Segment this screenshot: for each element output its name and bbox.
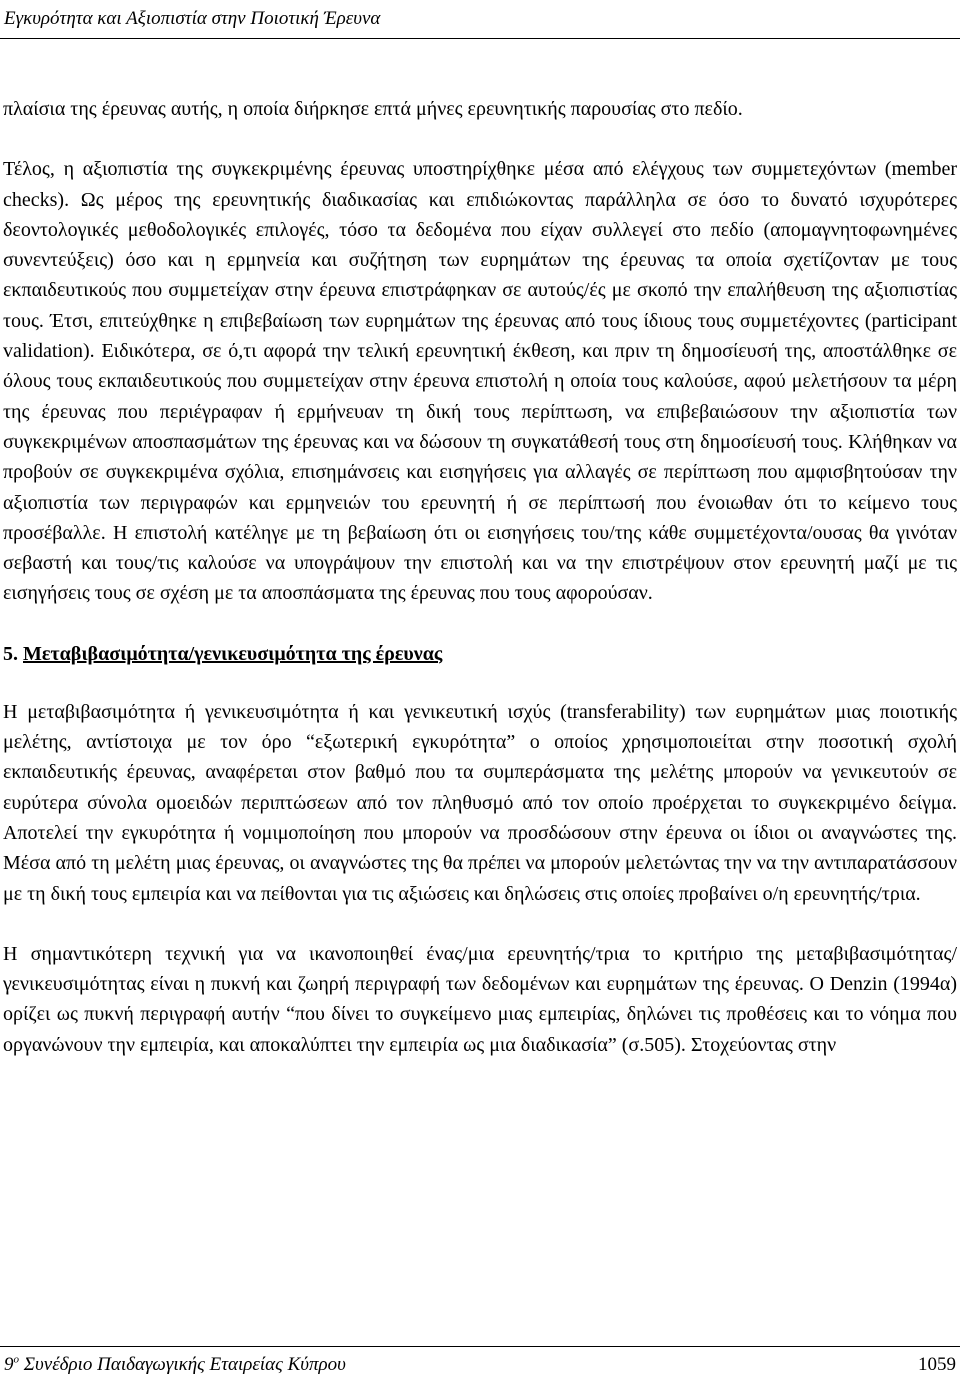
conference-label <box>4 1352 346 1378</box>
page-number: 1059 <box>918 1354 956 1375</box>
section-title: Μεταβιβασιμότητα/γενικευσιμότητα της έρευνας <box>23 642 443 665</box>
paragraph-4: Η σημαντικότερη τεχνική για να ικανοποιηθεί ένας/μια ερευνητής/τρια το κριτήριο της μεταβιβασιμότητας/γενικευσιμότητας είναι η πυκνή και ζωηρή περιγραφή των δεδομένων και ευρημάτων της έρευνας. Ο Denzin (1994α) ορίζει ως πυκνή περιγραφή αυτήν “που δίνει το συγκείμενο μιας εμπειρίας, δηλώνει τις προθέσεις και το νόημα που οργανώνουν την εμπειρία, και αποκαλύπτει την εμπειρία ως μια διαδικασία” (σ.505). Στοχεύοντας στην <box>3 942 957 1056</box>
header-divider <box>0 38 960 39</box>
paragraph-3: Η μεταβιβασιμότητα ή γενικευσιμότητα ή και γενικευτική ισχύς (transferability) των ευρημάτων μιας ποιοτικής μελέτης, αντίστοιχα με τον όρο “εξωτερική εγκυρότητα” ο οποίος χρησιμοποιείται στην ποσοτική σχολή εκπαιδευτικής έρευνας, αναφέρεται στον βαθμό που τα συμπεράσματα της μελέτης μπορούν να γενικευτούν σε ευρύτερα σύνολα ομοειδών περιπτώσεων από τον πληθυσμό από τον οποίο προέρχεται το συγκεκριμένο δείγμα. Αποτελεί την εγκυρότητα ή νομιμοποίηση που μπορούν να προσδώσουν στην έρευνα οι ίδιοι οι αναγνώστες της. Μέσα από τη μελέτη μιας έρευνας, οι αναγνώστες της θα πρέπει να μπορούν μελετώντας την να την αντιπαρατάσσουν με τη δική τους εμπειρία και να πείθονται για τις αξιώσεις και δηλώσεις στις οποίες προβαίνει ο/η ερευνητής/τρια. <box>3 700 957 905</box>
conference-number: 9 <box>4 1354 14 1375</box>
running-header: Εγκυρότητα και Αξιοπιστία στην Ποιοτική Έρευνα <box>4 8 381 29</box>
paragraph-1: πλαίσια της έρευνας αυτής, η οποία διήρκησε επτά μήνες ερευνητικής παρουσίας στο πεδίο. <box>3 98 743 120</box>
section-number: 5. <box>3 642 18 665</box>
paragraph-2: Τέλος, η αξιοπιστία της συγκεκριμένης έρευνας υποστηρίχθηκε μέσα από ελέγχους των συμμετεχόντων (member checks). Ως μέρος της ερευνητικής διαδικασίας και επιδιώκοντας παράλληλα σε όσο το δυνατό ισχυρότερες δεοντολογικές μεθοδολογικές επιλογές, τόσο τα δεδομένα που είχαν συλλεγεί στο πεδίο (απομαγνητοφωνημένες συνεντεύξεις) όσο και η ερμηνεία και συζήτηση των ευρημάτων της έρευνας τα οποία σχετίζονταν με τους εκπαιδευτικούς που συμμετείχαν στην έρευνα επιστράφηκαν σε αυτούς/ές με σκοπό την επαλήθευση της αξιοπιστίας τους. Έτσι, επιτεύχθηκε η επιβεβαίωση των ευρημάτων της έρευνας από τους ίδιους τους συμμετέχοντες (participant validation). Ειδικότερα, σε ό,τι αφορά την τελική ερευνητική έκθεση, και πριν τη δημοσίευσή της, αποστάλθηκε σε όλους τους εκπαιδευτικούς που συμμετείχαν στην έρευνα επιστολή η οποία τους καλούσε, αφού μελετήσουν τα μέρη της έρευνας που περιέγραφαν ή ερμήνευαν τη δική τους περίπτωση, να επιβεβαιώσουν την αξιοπιστία των συγκεκριμένων αποσπασμάτων της έρευνας και να δώσουν τη συγκατάθεσή τους στη δημοσίευσή τους. Κλήθηκαν να προβούν σε συγκεκριμένα σχόλια, επισημάνσεις και εισηγήσεις για αλλαγές σε περίπτωση που αμφισβητούσαν την αξιοπιστία των περιγραφών και ερμηνειών του ερευνητή ή σε περίπτωσή που ένοιωθαν ότι το κείμενο τους προσέβαλλε. Η επιστολή κατέληγε με τη βεβαίωση ότι οι εισηγήσεις του/της κάθε συμμετέχοντα/ουσας θα γινόταν σεβαστή και τους/τις καλούσε να υπογράψουν την επιστολή και να την επιστρέψουν στον ερευνητή μαζί με τις εισηγήσεις τους σε σχέση με τα αποσπάσματα της έρευνας που τους αφορούσαν. <box>3 158 957 605</box>
footer-divider <box>0 1346 960 1347</box>
section-heading <box>3 639 957 669</box>
page-body <box>3 94 957 1060</box>
ordinal-superscript: ο <box>13 1353 19 1366</box>
conference-name: Συνέδριο Παιδαγωγικής Εταιρείας Κύπρου <box>19 1354 346 1375</box>
